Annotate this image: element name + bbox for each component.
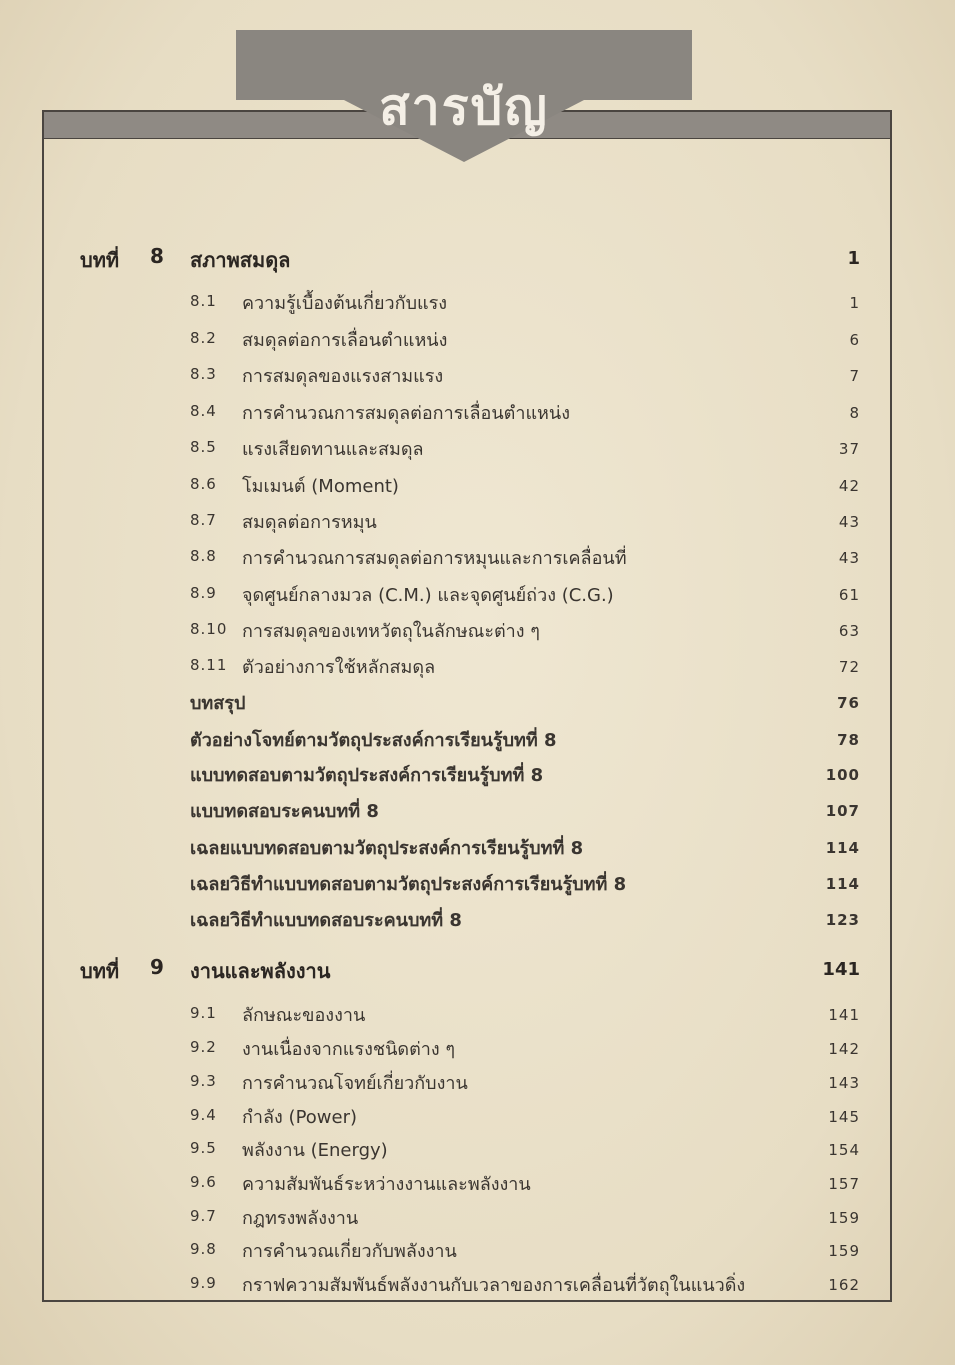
section-number: 9.2 [190, 1038, 217, 1056]
toc-entry [190, 1068, 860, 1096]
toc-entry [190, 543, 860, 571]
toc-entry [190, 1000, 860, 1028]
section-number: 9.1 [190, 1004, 217, 1022]
extra-page: 114 [825, 839, 860, 857]
extra-title: บทสรุป [190, 693, 246, 714]
toc-extra-entry [190, 688, 860, 716]
toc-entry [190, 1102, 860, 1130]
section-title: การสมดุลของเทหวัตถุในลักษณะต่าง ๆ [242, 621, 540, 642]
section-page: 159 [828, 1242, 860, 1260]
section-page: 154 [828, 1141, 860, 1159]
section-number: 9.4 [190, 1106, 217, 1124]
section-number: 8.5 [190, 438, 217, 456]
section-number: 8.10 [190, 620, 228, 638]
section-number: 9.5 [190, 1139, 217, 1157]
toc-extra-entry [190, 760, 860, 788]
section-page: 141 [828, 1006, 860, 1024]
section-number: 8.1 [190, 292, 217, 310]
section-page: 143 [828, 1074, 860, 1092]
section-page: 43 [838, 513, 860, 531]
section-title: ลักษณะของงาน [242, 1005, 366, 1026]
section-page: 7 [849, 367, 860, 385]
section-number: 8.2 [190, 329, 217, 347]
toc-entry [190, 1270, 860, 1298]
chapter-title: สภาพสมดุล [190, 248, 291, 272]
section-title: แรงเสียดทานและสมดุล [242, 439, 424, 460]
section-number: 9.6 [190, 1173, 217, 1191]
toc-extra-entry [190, 796, 860, 824]
page-title: สารบัญ [379, 78, 549, 136]
section-number: 8.11 [190, 656, 228, 674]
toc-entry [190, 1034, 860, 1062]
extra-page: 114 [825, 875, 860, 893]
extra-title: เฉลยวิธีทำแบบทดสอบระคนบทที่ 8 [190, 910, 462, 931]
chapter-number: 9 [150, 955, 164, 979]
toc-entry [190, 507, 860, 535]
toc-entry [190, 1169, 860, 1197]
toc-entry [190, 580, 860, 608]
section-title: กฎทรงพลังงาน [242, 1208, 359, 1229]
toc-entry [190, 361, 860, 389]
chapter-heading [80, 244, 860, 276]
section-page: 72 [838, 658, 860, 676]
section-title: พลังงาน (Energy) [242, 1140, 388, 1161]
section-number: 8.7 [190, 511, 217, 529]
chapter-label: บทที่ [80, 959, 120, 983]
toc-entry [190, 434, 860, 462]
toc-entry [190, 471, 860, 499]
section-title: สมดุลต่อการเลื่อนตำแหน่ง [242, 330, 448, 351]
toc-entry [190, 1203, 860, 1231]
section-page: 142 [828, 1040, 860, 1058]
section-number: 8.8 [190, 547, 217, 565]
chapter-label: บทที่ [80, 248, 120, 272]
section-title: สมดุลต่อการหมุน [242, 512, 377, 533]
section-title: งานเนื่องจากแรงชนิดต่าง ๆ [242, 1039, 456, 1060]
section-page: 43 [838, 549, 860, 567]
section-page: 61 [838, 586, 860, 604]
extra-title: เฉลยวิธีทำแบบทดสอบตามวัตถุประสงค์การเรียนรู้บทที่ 8 [190, 874, 627, 895]
toc-extra-entry [190, 869, 860, 897]
section-page: 6 [849, 331, 860, 349]
section-page: 8 [849, 404, 860, 422]
extra-page: 100 [825, 766, 860, 784]
extra-title: เฉลยแบบทดสอบตามวัตถุประสงค์การเรียนรู้บทที่ 8 [190, 838, 584, 859]
section-number: 8.4 [190, 402, 217, 420]
section-title: การคำนวณโจทย์เกี่ยวกับงาน [242, 1073, 468, 1094]
section-page: 145 [828, 1108, 860, 1126]
toc-entry [190, 398, 860, 426]
toc-entry [190, 652, 860, 680]
section-title: ตัวอย่างการใช้หลักสมดุล [242, 657, 436, 678]
section-page: 159 [828, 1209, 860, 1227]
section-page: 42 [838, 477, 860, 495]
chapter-number: 8 [150, 244, 164, 268]
toc-entry [190, 1135, 860, 1163]
section-page: 1 [849, 294, 860, 312]
title-banner [236, 30, 692, 162]
extra-page: 123 [825, 911, 860, 929]
section-title: ความรู้เบื้องต้นเกี่ยวกับแรง [242, 293, 448, 314]
chapter-page: 1 [847, 248, 860, 269]
section-title: กราฟความสัมพันธ์พลังงานกับเวลาของการเคลื่อนที่วัตถุในแนวดิ่ง [242, 1275, 746, 1296]
chapter-title: งานและพลังงาน [190, 959, 331, 983]
toc-entry [190, 288, 860, 316]
toc-extra-entry [190, 905, 860, 933]
section-title: ความสัมพันธ์ระหว่างงานและพลังงาน [242, 1174, 531, 1195]
section-title: การคำนวณการสมดุลต่อการหมุนและการเคลื่อนที่ [242, 548, 627, 569]
section-title: กำลัง (Power) [242, 1107, 358, 1128]
section-number: 8.9 [190, 584, 217, 602]
toc-extra-entry [190, 833, 860, 861]
extra-page: 107 [825, 802, 860, 820]
extra-page: 78 [837, 731, 860, 749]
section-number: 9.9 [190, 1274, 217, 1292]
section-number: 9.8 [190, 1240, 217, 1258]
chapter-heading [80, 955, 860, 987]
section-number: 9.3 [190, 1072, 217, 1090]
section-page: 162 [828, 1276, 860, 1294]
toc-extra-entry [190, 725, 860, 753]
section-title: จุดศูนย์กลางมวล (C.M.) และจุดศูนย์ถ่วง (C.G.) [242, 585, 614, 606]
section-number: 9.7 [190, 1207, 217, 1225]
section-page: 37 [838, 440, 860, 458]
extra-title: ตัวอย่างโจทย์ตามวัตถุประสงค์การเรียนรู้บทที่ 8 [190, 730, 557, 751]
section-title: โมเมนต์ (Moment) [242, 476, 399, 497]
section-page: 157 [828, 1175, 860, 1193]
toc-entry [190, 616, 860, 644]
extra-title: แบบทดสอบตามวัตถุประสงค์การเรียนรู้บทที่ 8 [190, 765, 544, 786]
section-number: 8.6 [190, 475, 217, 493]
chapter-page: 141 [822, 959, 860, 980]
extra-title: แบบทดสอบระคนบทที่ 8 [190, 801, 379, 822]
section-page: 63 [838, 622, 860, 640]
toc-entry [190, 1236, 860, 1264]
section-number: 8.3 [190, 365, 217, 383]
toc-entry [190, 325, 860, 353]
section-title: การคำนวณเกี่ยวกับพลังงาน [242, 1241, 457, 1262]
extra-page: 76 [837, 694, 860, 712]
section-title: การสมดุลของแรงสามแรง [242, 366, 444, 387]
section-title: การคำนวณการสมดุลต่อการเลื่อนตำแหน่ง [242, 403, 571, 424]
